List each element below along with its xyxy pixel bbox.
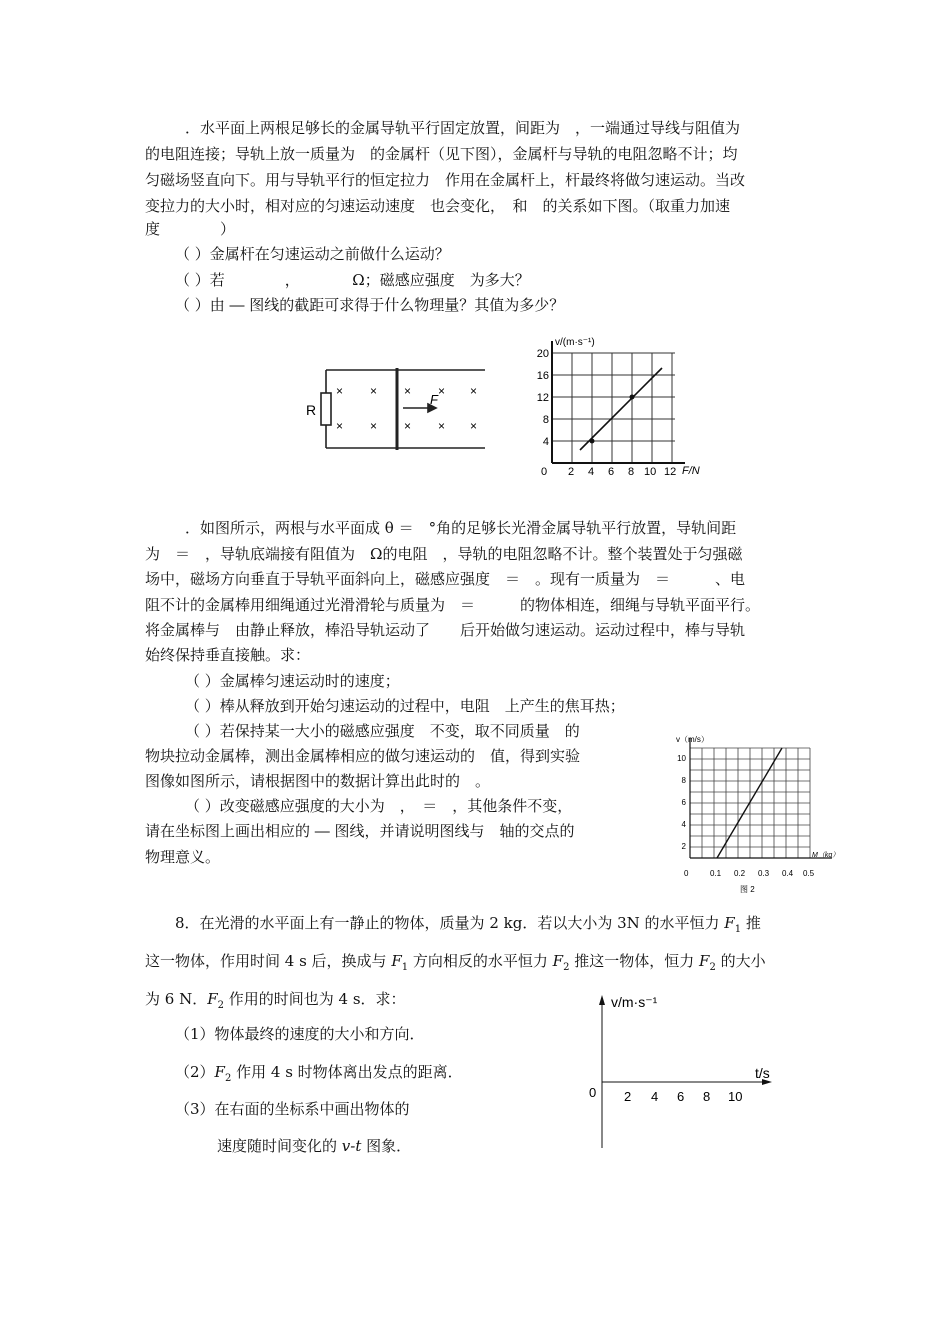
y-tick: 20 [536,348,549,360]
p1-line-1: ．水平面上两根足够长的金属导轨平行固定放置，间距为 ，一端通过导线与阻值为 [185,119,741,137]
x-tick-labels [710,869,815,878]
x-tick: 2 [568,466,575,478]
field-cross: × [404,419,412,433]
p2-line-4: 阻不计的金属棒用细绳通过光滑滑轮与质量为 ＝ 的物体相连，细绳与导轨平面平行。 [145,596,761,614]
p8-line-1: 8．在光滑的水平面上有一静止的物体，质量为 2 kg．若以大小为 3N 的水平恒力 $F_1$ 推 [175,914,761,935]
origin-label: 0 [589,1085,597,1100]
y-tick: 4 [542,436,549,448]
p8-question-1: （1）物体最终的速度的大小和方向． [175,1025,425,1043]
p2-line-2: 为 ＝ ，导轨底端接有阻值为 Ω的电阻 ，导轨的电阻忽略不计。整个装置处于匀强磁 [145,545,743,563]
y-tick: 8 [542,414,549,426]
x-tick-labels [568,466,676,478]
p2-question-3c: 图像如图所示，请根据图中的数据计算出此时的 。 [145,772,491,790]
field-cross: × [370,384,378,398]
y-tick: 16 [536,370,549,382]
x-tick: 10 [728,1089,743,1104]
y-axis-label: v（m/s） [676,735,709,744]
field-cross: × [438,419,446,433]
y-tick: 6 [681,798,686,807]
y-axis-label: v/(m·s⁻¹) [555,337,595,348]
y-axis-label: v/m·s⁻¹ [611,994,658,1010]
x-tick: 4 [651,1089,659,1104]
x-tick: 12 [664,466,677,478]
x-axis-label: M（kg） [812,852,840,859]
p2-question-3a: （ ）若保持某一大小的磁感应强度 不变，取不同质量 的 [185,722,580,740]
figure-caption: 图 2 [740,885,755,894]
grid [552,353,675,463]
x-tick: 8 [628,466,635,478]
p8-question-2: $(2)F_2$ 作用 4 s 时物体离出发点的距离． [175,1063,463,1084]
p8-line-2: 这一物体，作用时间 4 s 后，换成与 $F_1$ 方向相反的水平恒力 $F_2$ 推这一物体，恒力 $F_2$ 的大小 [145,952,766,973]
field-cross: × [336,384,344,398]
v-f-graph [525,333,720,478]
field-cross: × [370,419,378,433]
v-t-axes [585,985,790,1150]
p8-question-3b: 速度随时间变化的 v-t 图象． [217,1137,412,1155]
x-tick: 0.3 [758,869,770,878]
y-tick: 4 [681,820,686,829]
p1-question-2: （ ）若 ， Ω；磁感应强度 为多大？ [175,271,530,289]
p1-line-2: 的电阻连接；导轨上放一质量为 的金属杆（见下图），金属杆与导轨的电阻忽略不计；均 [145,145,738,163]
p8-question-3: （3）在右面的坐标系中画出物体的 [175,1100,410,1118]
p2-question-1: （ ）金属棒匀速运动时的速度； [185,672,400,690]
origin-label: 0 [684,869,689,878]
p2-question-4b: 请在坐标图上画出相应的 ― 图线，并请说明图线与 轴的交点的 [145,822,575,840]
p1-question-1: （ ）金属杆在匀速运动之前做什么运动？ [175,245,450,263]
p2-question-4c: 物理意义。 [145,848,221,866]
y-axis-arrow [599,995,605,1005]
origin-label: 0 [541,466,548,478]
rails-circuit-figure [300,360,490,460]
x-tick: 6 [677,1089,685,1104]
data-point [630,395,635,400]
p1-line-3: 匀磁场竖直向下。用与导轨平行的恒定拉力 作用在金属杆上，杆最终将做匀速运动。当改 [145,171,746,189]
p2-line-1: ．如图所示，两根与水平面成 θ ＝ °角的足够长光滑金属导轨平行放置，导轨间距 [185,519,737,537]
field-cross: × [470,419,478,433]
y-tick: 2 [681,842,686,851]
field-cross: × [438,384,446,398]
v-m-graph [670,730,845,898]
y-tick-labels [677,754,686,851]
field-cross: × [470,384,478,398]
force-label: F [430,392,438,407]
y-tick: 10 [677,754,686,763]
x-tick: 6 [608,466,615,478]
p8-line-3: 为 6 N．$F_2$ 作用的时间也为 4 s．求： [145,990,406,1011]
p1-line-5: 度 ） [145,220,236,238]
y-tick-labels [537,348,549,448]
p1-question-3: （ ）由 ― 图线的截距可求得于什么物理量？其值为多少？ [175,296,565,314]
x-tick: 8 [703,1089,711,1104]
p2-question-3b: 物块拉动金属棒，测出金属棒相应的做匀速运动的 值，得到实验 [145,747,581,765]
x-tick: 4 [588,466,595,478]
x-tick: 2 [624,1089,632,1104]
data-point [590,439,595,444]
x-tick: 0.1 [710,869,722,878]
resistor-symbol [321,393,331,425]
x-tick: 10 [644,466,657,478]
field-cross: × [336,419,344,433]
p2-line-5: 将金属棒与 由静止释放，棒沿导轨运动了 后开始做匀速运动。运动过程中，棒与导轨 [145,621,746,639]
field-cross: × [404,384,412,398]
p2-line-3: 场中，磁场方向垂直于导轨平面斜向上，磁感应强度 ＝ 。现有一质量为 ＝ 、电 [145,570,746,588]
x-tick: 0.2 [734,869,746,878]
x-axis-label: t/s [755,1065,770,1081]
p1-line-4: 变拉力的大小时，相对应的匀速运动速度 也会变化， 和 的关系如下图。（取重力加速 [145,197,731,215]
x-axis-label: F/N [682,465,700,477]
x-tick: 0.4 [782,869,794,878]
y-tick: 8 [681,776,686,785]
x-tick-labels [624,1089,742,1104]
y-tick: 12 [536,392,549,404]
p2-line-6: 始终保持垂直接触。求： [145,646,311,664]
p2-question-4a: （ ）改变磁感应强度的大小为 ， ＝ ，其他条件不变， [185,797,573,815]
p2-question-2: （ ）棒从释放到开始匀速运动的过程中，电阻 上产生的焦耳热； [185,697,625,715]
x-tick: 0.5 [803,869,815,878]
resistor-label: R [306,402,317,418]
